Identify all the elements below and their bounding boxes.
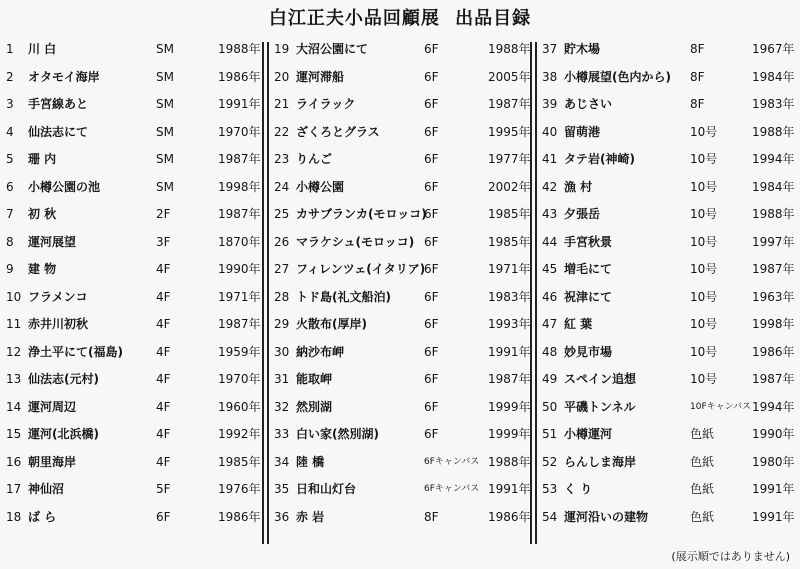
item-year: 1960年 bbox=[218, 399, 261, 414]
catalog-row bbox=[6, 451, 261, 473]
catalog-row bbox=[274, 148, 531, 170]
item-title: 増毛にて bbox=[564, 262, 613, 276]
catalog-row bbox=[6, 286, 261, 308]
item-title: 手宮線あと bbox=[28, 97, 89, 111]
item-title: 陸 橋 bbox=[296, 454, 325, 469]
item-number: 42 bbox=[542, 179, 558, 194]
catalog-row bbox=[542, 423, 795, 445]
item-number: 19 bbox=[274, 42, 290, 56]
catalog-row bbox=[542, 341, 795, 363]
catalog-row bbox=[274, 38, 531, 60]
item-title: 妙見市場 bbox=[564, 344, 613, 359]
catalog-row bbox=[274, 93, 531, 115]
item-title: 運河周辺 bbox=[28, 399, 77, 414]
catalog-row bbox=[274, 451, 531, 473]
item-number: 9 bbox=[6, 262, 14, 276]
item-size: 6F bbox=[424, 317, 439, 331]
catalog-row bbox=[542, 506, 795, 528]
item-year: 1988年 bbox=[488, 454, 531, 469]
item-size: 6Fキャンバス bbox=[424, 456, 480, 467]
item-number: 49 bbox=[542, 372, 558, 386]
item-number: 18 bbox=[6, 509, 22, 524]
item-year: 1988年 bbox=[218, 42, 261, 56]
item-title: カサブランカ(モロッコ) bbox=[296, 207, 427, 221]
item-size: 6F bbox=[424, 399, 439, 414]
catalog-row bbox=[274, 66, 531, 88]
item-title: 赤井川初秋 bbox=[28, 317, 89, 331]
item-year: 1994年 bbox=[752, 152, 795, 166]
item-year: 1986年 bbox=[488, 509, 531, 524]
item-title: 手宮秋景 bbox=[564, 234, 613, 249]
catalog-row bbox=[542, 176, 795, 198]
item-number: 30 bbox=[274, 344, 290, 359]
item-number: 40 bbox=[542, 124, 558, 139]
item-year: 2005年 bbox=[488, 69, 531, 84]
item-size: 6F bbox=[424, 207, 439, 221]
item-title: 然別湖 bbox=[296, 399, 333, 414]
item-size: SM bbox=[156, 42, 174, 56]
item-title: 川 白 bbox=[28, 42, 57, 56]
item-number: 41 bbox=[542, 152, 558, 166]
item-size: 4F bbox=[156, 344, 171, 359]
item-title: く り bbox=[564, 482, 593, 496]
item-year: 1986年 bbox=[218, 69, 261, 84]
item-number: 37 bbox=[542, 42, 558, 56]
item-number: 47 bbox=[542, 317, 558, 331]
item-year: 1995年 bbox=[488, 124, 531, 139]
item-size: 4F bbox=[156, 372, 171, 386]
item-title: 貯木場 bbox=[564, 42, 601, 56]
item-size: 8F bbox=[690, 69, 705, 84]
item-year: 1983年 bbox=[752, 97, 795, 111]
item-number: 24 bbox=[274, 179, 290, 194]
item-year: 1998年 bbox=[218, 179, 261, 194]
item-title: トド島(礼文船泊) bbox=[296, 289, 391, 304]
item-title: 珊 内 bbox=[28, 152, 57, 166]
item-size: 10号 bbox=[690, 372, 718, 386]
catalog-row bbox=[274, 506, 531, 528]
item-number: 10 bbox=[6, 289, 22, 304]
item-size: 色紙 bbox=[690, 482, 715, 496]
catalog-row bbox=[274, 368, 531, 390]
item-size: 8F bbox=[690, 42, 705, 56]
footer-note: (展示順ではありません) bbox=[671, 550, 790, 563]
item-year: 1999年 bbox=[488, 399, 531, 414]
item-year: 1987年 bbox=[488, 97, 531, 111]
item-title: フィレンツェ(イタリア) bbox=[296, 262, 426, 276]
catalog-row bbox=[6, 368, 261, 390]
item-year: 1998年 bbox=[752, 317, 795, 331]
item-size: SM bbox=[156, 97, 174, 111]
item-title: 小樽運河 bbox=[564, 427, 613, 441]
item-number: 1 bbox=[6, 42, 14, 56]
item-size: 6F bbox=[156, 509, 171, 524]
item-year: 1994年 bbox=[752, 399, 795, 414]
item-year: 1980年 bbox=[752, 454, 795, 469]
item-size: 4F bbox=[156, 427, 171, 441]
item-title: 赤 岩 bbox=[296, 509, 325, 524]
item-title: 平磯トンネル bbox=[564, 399, 636, 414]
item-title: フラメンコ bbox=[28, 289, 88, 304]
item-title: 浄土平にて(福島) bbox=[28, 344, 123, 359]
item-number: 33 bbox=[274, 427, 290, 441]
item-year: 1988年 bbox=[752, 207, 795, 221]
item-size: SM bbox=[156, 152, 174, 166]
catalog-row bbox=[542, 451, 795, 473]
item-title: 小樽公園の池 bbox=[28, 179, 101, 194]
item-number: 7 bbox=[6, 207, 14, 221]
item-year: 1987年 bbox=[218, 152, 261, 166]
item-year: 1870年 bbox=[218, 234, 261, 249]
item-number: 43 bbox=[542, 207, 558, 221]
item-number: 12 bbox=[6, 344, 22, 359]
catalog-row bbox=[6, 478, 261, 500]
catalog-row bbox=[274, 286, 531, 308]
item-year: 1990年 bbox=[218, 262, 261, 276]
item-title: らんしま海岸 bbox=[564, 454, 637, 469]
item-number: 48 bbox=[542, 344, 558, 359]
item-title: 仙法志にて bbox=[28, 124, 89, 139]
item-number: 15 bbox=[6, 427, 22, 441]
item-title: 運河沿いの建物 bbox=[564, 509, 649, 524]
column-divider bbox=[262, 42, 269, 544]
catalog-row bbox=[542, 93, 795, 115]
catalog-row bbox=[542, 368, 795, 390]
item-year: 1985年 bbox=[218, 454, 261, 469]
item-year: 2002年 bbox=[488, 179, 531, 194]
item-title: あじさい bbox=[564, 97, 613, 111]
item-number: 46 bbox=[542, 289, 558, 304]
item-title: 初 秋 bbox=[28, 207, 57, 221]
item-size: 10号 bbox=[690, 179, 718, 194]
item-number: 39 bbox=[542, 97, 558, 111]
item-size: 8F bbox=[690, 97, 705, 111]
catalog-row bbox=[274, 423, 531, 445]
item-title: 仙法志(元村) bbox=[28, 372, 99, 386]
item-size: 色紙 bbox=[690, 454, 715, 469]
catalog-row bbox=[274, 203, 531, 225]
item-title: 納沙布岬 bbox=[296, 344, 345, 359]
item-title: スペイン追想 bbox=[564, 372, 637, 386]
item-number: 13 bbox=[6, 372, 22, 386]
item-size: 6F bbox=[424, 372, 439, 386]
item-title: 運河展望 bbox=[28, 234, 77, 249]
item-number: 52 bbox=[542, 454, 558, 469]
item-size: 4F bbox=[156, 262, 171, 276]
catalog-row bbox=[6, 231, 261, 253]
item-year: 1986年 bbox=[752, 344, 795, 359]
item-number: 16 bbox=[6, 454, 22, 469]
item-number: 22 bbox=[274, 124, 290, 139]
catalog-row bbox=[6, 66, 261, 88]
item-size: 10号 bbox=[690, 262, 718, 276]
item-year: 1999年 bbox=[488, 427, 531, 441]
catalog-row bbox=[542, 286, 795, 308]
item-size: 6F bbox=[424, 124, 439, 139]
item-title: 火散布(厚岸) bbox=[296, 317, 367, 331]
item-size: 6F bbox=[424, 344, 439, 359]
item-title: 小樽公園 bbox=[296, 179, 345, 194]
item-size: 10号 bbox=[690, 317, 718, 331]
item-number: 14 bbox=[6, 399, 22, 414]
item-year: 1988年 bbox=[488, 42, 531, 56]
item-year: 1985年 bbox=[488, 207, 531, 221]
item-number: 3 bbox=[6, 97, 14, 111]
catalog-row bbox=[542, 148, 795, 170]
item-title: 運河(北浜橋) bbox=[28, 427, 99, 441]
item-year: 1987年 bbox=[752, 372, 795, 386]
item-number: 34 bbox=[274, 454, 290, 469]
catalog-row bbox=[542, 66, 795, 88]
item-year: 1991年 bbox=[752, 509, 795, 524]
item-year: 1997年 bbox=[752, 234, 795, 249]
item-title: 紅 葉 bbox=[564, 317, 593, 331]
item-size: 色紙 bbox=[690, 427, 715, 441]
catalog-row bbox=[274, 341, 531, 363]
page-title bbox=[0, 4, 800, 30]
catalog-row bbox=[542, 258, 795, 280]
catalog-row bbox=[6, 203, 261, 225]
item-title: 留萌港 bbox=[564, 124, 601, 139]
item-number: 8 bbox=[6, 234, 14, 249]
item-number: 21 bbox=[274, 97, 290, 111]
item-size: 2F bbox=[156, 207, 171, 221]
item-title: ざくろとグラス bbox=[296, 124, 380, 139]
item-size: 10号 bbox=[690, 152, 718, 166]
item-title: りんご bbox=[296, 152, 333, 166]
catalog-row bbox=[542, 38, 795, 60]
item-year: 1970年 bbox=[218, 372, 261, 386]
item-year: 1959年 bbox=[218, 344, 261, 359]
item-size: SM bbox=[156, 69, 174, 84]
item-number: 11 bbox=[6, 317, 22, 331]
item-year: 1991年 bbox=[218, 97, 261, 111]
catalog-row bbox=[542, 203, 795, 225]
item-title: 建 物 bbox=[28, 262, 57, 276]
item-year: 1967年 bbox=[752, 42, 795, 56]
catalog-subtitle: 出品目録 bbox=[455, 8, 532, 29]
item-number: 5 bbox=[6, 152, 14, 166]
item-number: 31 bbox=[274, 372, 290, 386]
catalog-row bbox=[6, 341, 261, 363]
item-year: 1976年 bbox=[218, 482, 261, 496]
item-size: 10号 bbox=[690, 289, 718, 304]
item-number: 44 bbox=[542, 234, 558, 249]
item-title: マラケシュ(モロッコ) bbox=[296, 234, 415, 249]
item-size: 10号 bbox=[690, 207, 718, 221]
item-number: 32 bbox=[274, 399, 290, 414]
item-year: 1991年 bbox=[488, 482, 531, 496]
item-size: 6Fキャンバス bbox=[424, 484, 480, 494]
item-title: 能取岬 bbox=[296, 372, 333, 386]
item-size: 4F bbox=[156, 454, 171, 469]
item-title: 祝津にて bbox=[564, 289, 613, 304]
catalog-row bbox=[6, 148, 261, 170]
item-size: 3F bbox=[156, 234, 171, 249]
item-number: 38 bbox=[542, 69, 558, 84]
catalog-row bbox=[6, 176, 261, 198]
item-title: 日和山灯台 bbox=[296, 482, 357, 496]
item-title: ライラック bbox=[296, 97, 356, 111]
item-size: 色紙 bbox=[690, 509, 715, 524]
column-divider bbox=[530, 42, 537, 544]
item-number: 27 bbox=[274, 262, 290, 276]
catalog-row bbox=[274, 231, 531, 253]
item-number: 2 bbox=[6, 69, 14, 84]
item-title: 大沼公園にて bbox=[296, 42, 369, 56]
exhibition-title: 白江正夫小品回顧展 bbox=[268, 8, 440, 29]
item-size: SM bbox=[156, 124, 174, 139]
catalog-row bbox=[6, 38, 261, 60]
item-title: ば ら bbox=[28, 509, 57, 524]
item-year: 1987年 bbox=[218, 207, 261, 221]
catalog-row bbox=[542, 396, 795, 418]
item-number: 36 bbox=[274, 509, 290, 524]
item-number: 29 bbox=[274, 317, 290, 331]
item-year: 1986年 bbox=[218, 509, 261, 524]
catalog-row bbox=[6, 93, 261, 115]
catalog-row bbox=[6, 313, 261, 335]
item-year: 1988年 bbox=[752, 124, 795, 139]
item-number: 20 bbox=[274, 69, 290, 84]
item-size: 10Fキャンバス bbox=[690, 401, 751, 412]
item-size: 4F bbox=[156, 399, 171, 414]
catalog-row bbox=[6, 396, 261, 418]
item-number: 53 bbox=[542, 482, 558, 496]
item-title: 朝里海岸 bbox=[28, 454, 77, 469]
item-number: 35 bbox=[274, 482, 290, 496]
catalog-row bbox=[274, 121, 531, 143]
item-title: オタモイ海岸 bbox=[28, 69, 100, 84]
item-number: 51 bbox=[542, 427, 558, 441]
item-year: 1971年 bbox=[218, 289, 261, 304]
catalog-row bbox=[6, 258, 261, 280]
item-title: 神仙沼 bbox=[28, 482, 65, 496]
item-year: 1984年 bbox=[752, 179, 795, 194]
item-number: 17 bbox=[6, 482, 22, 496]
item-year: 1985年 bbox=[488, 234, 531, 249]
item-size: 6F bbox=[424, 97, 439, 111]
item-size: 8F bbox=[424, 509, 439, 524]
catalog-row bbox=[274, 478, 531, 500]
item-size: 6F bbox=[424, 69, 439, 84]
catalog-row bbox=[6, 423, 261, 445]
item-title: 運河滞船 bbox=[296, 69, 345, 84]
item-size: 4F bbox=[156, 317, 171, 331]
item-number: 4 bbox=[6, 124, 14, 139]
item-size: 6F bbox=[424, 262, 439, 276]
item-year: 1971年 bbox=[488, 262, 531, 276]
item-size: 6F bbox=[424, 427, 439, 441]
item-number: 45 bbox=[542, 262, 558, 276]
item-title: 夕張岳 bbox=[564, 207, 601, 221]
item-size: SM bbox=[156, 179, 174, 194]
catalog-row bbox=[274, 313, 531, 335]
catalog-row bbox=[6, 121, 261, 143]
item-year: 1991年 bbox=[488, 344, 531, 359]
item-year: 1984年 bbox=[752, 69, 795, 84]
item-size: 4F bbox=[156, 289, 171, 304]
item-year: 1963年 bbox=[752, 289, 795, 304]
catalog-row bbox=[274, 258, 531, 280]
item-size: 10号 bbox=[690, 234, 718, 249]
catalog-row bbox=[542, 121, 795, 143]
item-size: 6F bbox=[424, 234, 439, 249]
item-title: 白い家(然別湖) bbox=[296, 427, 379, 441]
item-size: 6F bbox=[424, 42, 439, 56]
item-number: 50 bbox=[542, 399, 558, 414]
item-year: 1990年 bbox=[752, 427, 795, 441]
item-year: 1987年 bbox=[488, 372, 531, 386]
item-number: 23 bbox=[274, 152, 290, 166]
item-number: 28 bbox=[274, 289, 290, 304]
item-title: 漁 村 bbox=[564, 179, 593, 194]
catalog-row bbox=[542, 231, 795, 253]
catalog-row bbox=[274, 176, 531, 198]
item-number: 54 bbox=[542, 509, 558, 524]
item-size: 6F bbox=[424, 179, 439, 194]
item-year: 1987年 bbox=[218, 317, 261, 331]
item-year: 1977年 bbox=[488, 152, 531, 166]
item-title: タテ岩(神崎) bbox=[564, 152, 635, 166]
item-year: 1987年 bbox=[752, 262, 795, 276]
item-size: 6F bbox=[424, 289, 439, 304]
item-number: 26 bbox=[274, 234, 290, 249]
item-size: 10号 bbox=[690, 344, 718, 359]
item-number: 25 bbox=[274, 207, 290, 221]
catalog-row bbox=[6, 506, 261, 528]
item-year: 1991年 bbox=[752, 482, 795, 496]
item-year: 1970年 bbox=[218, 124, 261, 139]
item-size: 5F bbox=[156, 482, 171, 496]
item-size: 6F bbox=[424, 152, 439, 166]
catalog-row bbox=[542, 313, 795, 335]
item-year: 1993年 bbox=[488, 317, 531, 331]
catalog-row bbox=[274, 396, 531, 418]
item-year: 1992年 bbox=[218, 427, 261, 441]
item-size: 10号 bbox=[690, 124, 718, 139]
item-title: 小樽展望(色内から) bbox=[564, 69, 671, 84]
item-number: 6 bbox=[6, 179, 14, 194]
catalog-row bbox=[542, 478, 795, 500]
item-year: 1983年 bbox=[488, 289, 531, 304]
